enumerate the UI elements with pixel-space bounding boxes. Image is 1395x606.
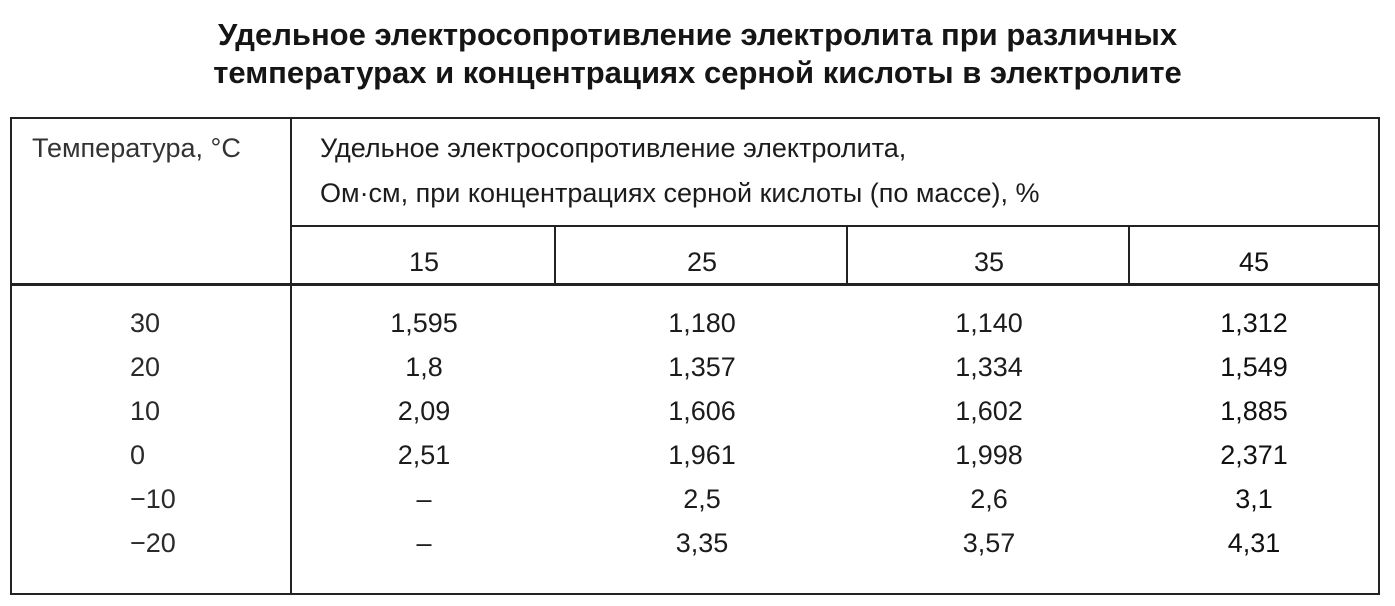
cell-value: 1,312: [1220, 308, 1288, 338]
cell-value: 2,5: [683, 484, 721, 514]
row-temperature: 20: [130, 352, 161, 382]
title-line-2: температурах и концентрациях серной кислоты в электролите: [213, 55, 1182, 90]
row-temperature: −20: [130, 528, 176, 558]
title-line-1: Удельное электросопротивление электролита при различных: [217, 17, 1178, 52]
table-row: [12, 477, 1378, 521]
cell-value: 2,6: [970, 484, 1008, 514]
cell-value: 1,595: [390, 308, 458, 338]
cell-value: 1,334: [955, 352, 1023, 382]
cell-value: 3,1: [1235, 484, 1273, 514]
cell-value: 3,57: [962, 528, 1016, 558]
table-row: [12, 521, 1378, 565]
table-row: [12, 345, 1378, 389]
cell-value: 1,549: [1220, 352, 1288, 382]
cell-value: 1,602: [955, 396, 1023, 426]
cell-value: 1,606: [668, 396, 736, 426]
resistivity-table: [10, 117, 1380, 595]
table-row: [12, 433, 1378, 477]
cell-value: –: [416, 484, 432, 514]
row-temperature: −10: [130, 484, 176, 514]
header-resistivity-line-1: Удельное электросопротивление электролита,: [320, 133, 907, 163]
cell-value: 1,357: [668, 352, 736, 382]
cell-value: 4,31: [1227, 528, 1281, 558]
cell-value: 1,885: [1220, 396, 1288, 426]
header-temperature: Температура, °С: [32, 133, 241, 163]
row-temperature: 0: [130, 440, 146, 470]
header-resistivity-line-2: Ом·см, при концентрациях серной кислоты (по массе), %: [320, 178, 1040, 208]
cell-value: 2,51: [397, 440, 451, 470]
cell-value: 1,998: [955, 440, 1023, 470]
header-concentration-25: 25: [686, 247, 718, 277]
header-concentration-35: 35: [973, 247, 1005, 277]
header-concentration-45: 45: [1238, 247, 1270, 277]
cell-value: 2,09: [397, 396, 451, 426]
row-temperature: 10: [130, 396, 161, 426]
document-title: [0, 16, 1395, 92]
cell-value: 1,180: [668, 308, 736, 338]
cell-value: 1,961: [668, 440, 736, 470]
header-concentration-15: 15: [408, 247, 440, 277]
table-row: [12, 389, 1378, 433]
cell-value: 2,371: [1220, 440, 1288, 470]
divider-header-sub: [290, 225, 1378, 227]
table-row: [12, 301, 1378, 345]
cell-value: 3,35: [675, 528, 729, 558]
cell-value: 1,8: [405, 352, 443, 382]
cell-value: 1,140: [955, 308, 1023, 338]
cell-value: –: [416, 528, 432, 558]
row-temperature: 30: [130, 308, 161, 338]
divider-header-body: [12, 283, 1378, 286]
